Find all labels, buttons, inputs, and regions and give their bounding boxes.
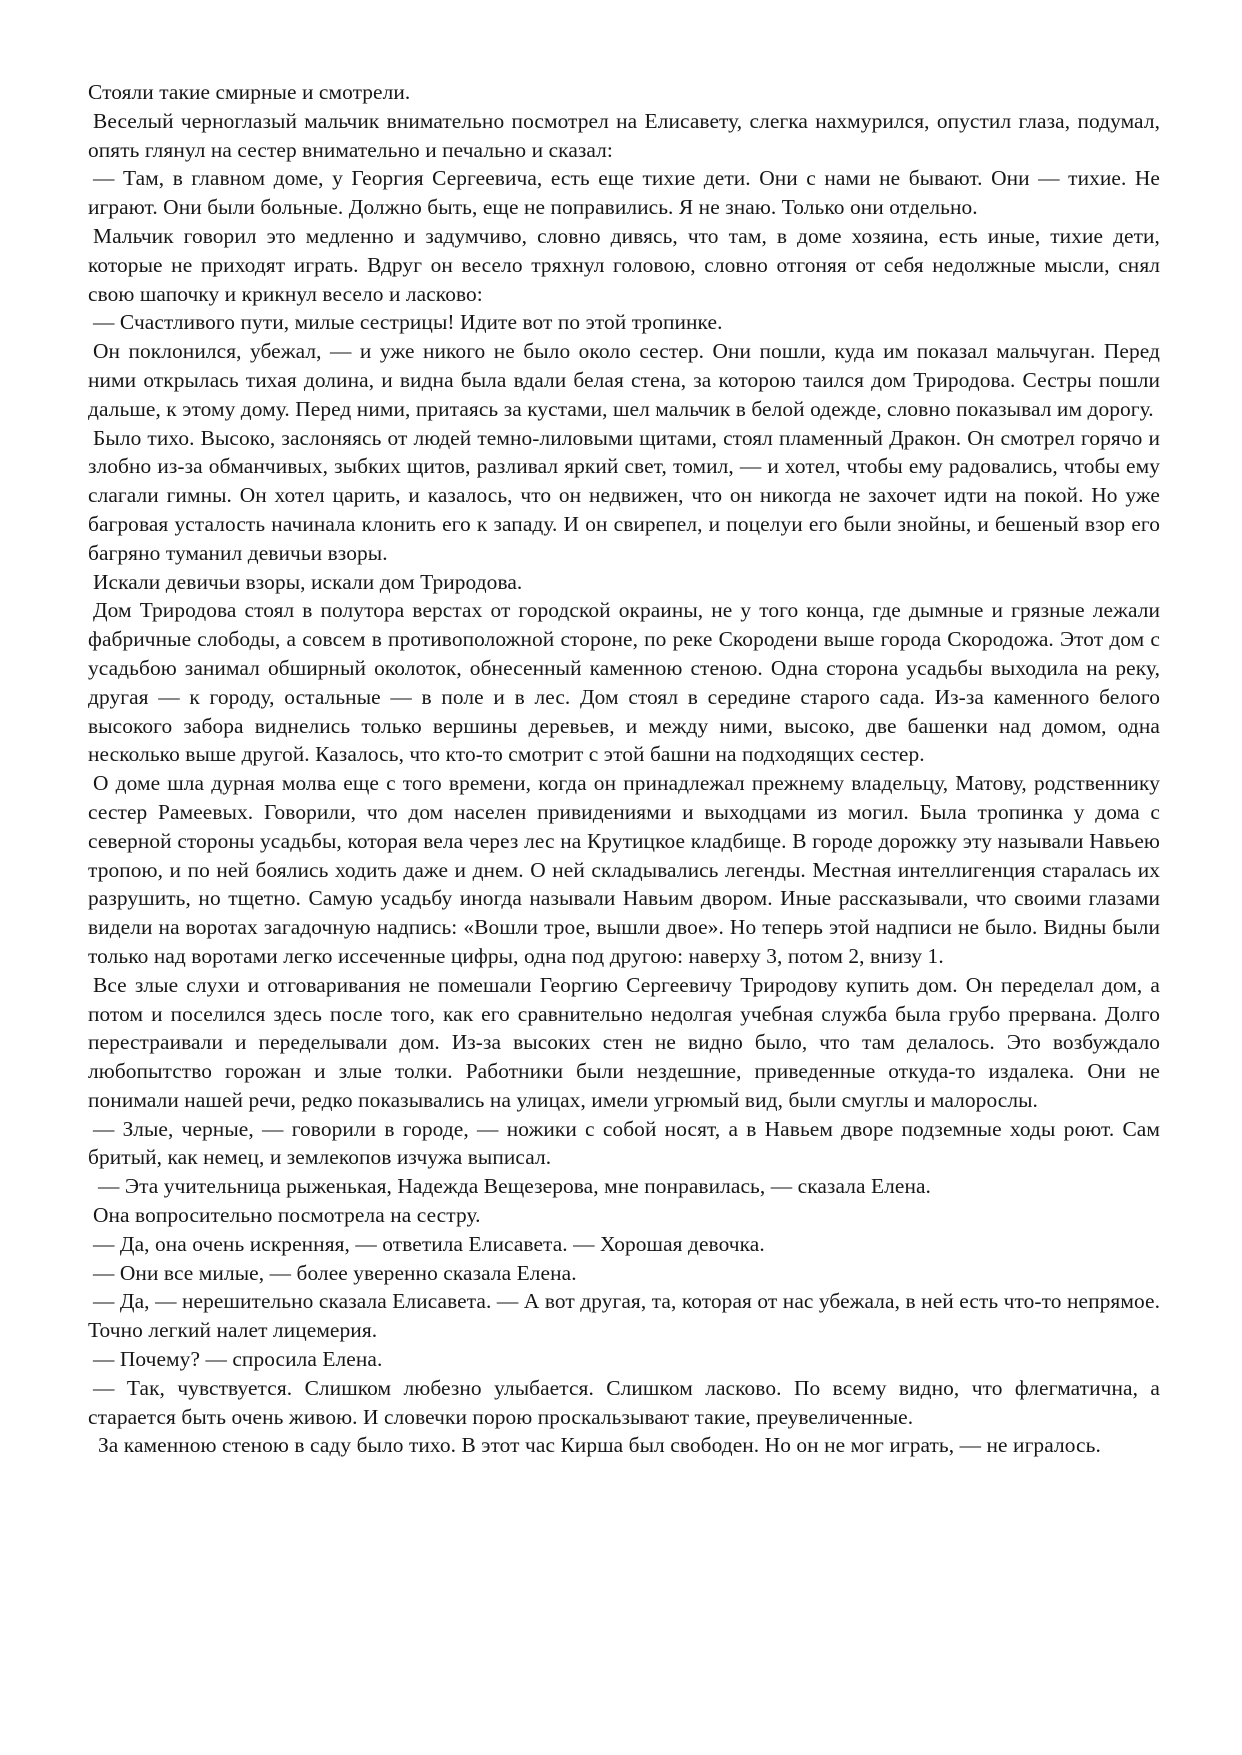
paragraph: Он поклонился, убежал, — и уже никого не было около сестер. Они пошли, куда им показал мальчуган. Перед ними открылась тихая долина, и видна была вдали белая стена, за которою таился дом Триродова. Сестры пошли дальше, к этому дому. Перед ними, притаясь за кустами, шел мальчик в белой одежде, словно показывал им дорогу. [88, 339, 1160, 421]
paragraph: Было тихо. Высоко, заслоняясь от людей темно-лиловыми щитами, стоял пламенный Дракон. Он смотрел горячо и злобно из-за обманчивых, зыбких щитов, разливал яркий свет, томил, — и хотел, чтобы ему радовались, чтобы ему слагали гимны. Он хотел царить, и казалось, что он недвижен, что он никогда не захочет идти на покой. Но уже багровая усталость начинала клонить его к западу. И он свирепел, и поцелуи его были знойны, и бешеный взор его багряно туманил девичьи взоры. [88, 425, 1160, 565]
paragraph: — Да, — нерешительно сказала Елисавета. — А вот другая, та, которая от нас убежала, в ней есть что-то непрямое. Точно легкий налет лицемерия. [88, 1289, 1160, 1343]
document-page [88, 78, 1160, 1460]
paragraph: — Там, в главном доме, у Георгия Сергеевича, есть еще тихие дети. Они с нами не бывают. Они — тихие. Не играют. Они были больные. Должно быть, еще не поправились. Я не знаю. Только они отдельно. [88, 166, 1160, 220]
paragraph: Искали девичьи взоры, искали дом Триродова. [93, 569, 523, 594]
paragraph: Веселый черноглазый мальчик внимательно посмотрел на Елисавету, слегка нахмурился, опустил глаза, подумал, опять глянул на сестер внимательно и печально и сказал: [88, 108, 1160, 162]
paragraph: — Они все милые, — более уверенно сказала Елена. [93, 1260, 577, 1285]
paragraph: За каменною стеною в саду было тихо. В этот час Кирша был свободен. Но он не мог играть, — не игралось. [98, 1433, 1101, 1458]
paragraph: — Эта учительница рыженькая, Надежда Вещезерова, мне понравилась, — сказала Елена. [98, 1174, 931, 1199]
paragraph: О доме шла дурная молва еще с того времени, когда он принадлежал прежнему владельцу, Матову, родственнику сестер Рамеевых. Говорили, что дом населен привидениями и выходцами из могил. Была тропинка у дома с северной стороны усадьбы, которая вела через лес на Крутицкое кладбище. В городе дорожку эту называли Навьею тропою, и по ней боялись ходить даже и днем. О ней складывались легенды. Местная интеллигенция старалась их разрушить, но тщетно. Самую усадьбу иногда называли Навьим двором. Иные рассказывали, что своими глазами видели на воротах загадочную надпись: «Вошли трое, вышли двое». Но теперь этой надписи не было. Видны были только над воротами легко иссеченные цифры, одна под другою: наверху 3, потом 2, внизу 1. [88, 771, 1160, 968]
paragraph: Она вопросительно посмотрела на сестру. [93, 1203, 481, 1228]
paragraph: — Да, она очень искренняя, — ответила Елисавета. — Хорошая девочка. [93, 1231, 765, 1256]
paragraph: — Почему? — спросила Елена. [93, 1347, 383, 1372]
paragraph: Стояли такие смирные и смотрели. [88, 80, 411, 104]
paragraph: — Злые, черные, — говорили в городе, — ножики с собой носят, а в Навьем дворе подземные ходы роют. Сам бритый, как немец, и землекопов изчужа выписал. [88, 1116, 1160, 1170]
paragraph: Мальчик говорил это медленно и задумчиво, словно дивясь, что там, в доме хозяина, есть иные, тихие дети, которые не приходят играть. Вдруг он весело тряхнул головою, словно отгоняя от себя недолжные мысли, снял свою шапочку и крикнул весело и ласково: [88, 223, 1160, 306]
paragraph: Все злые слухи и отговаривания не помешали Георгию Сергеевичу Триродову купить дом. Он переделал дом, а потом и поселился здесь после того, как его сравнительно недолгая учебная служба была грубо прервана. Долго перестраивали и переделывали дом. Из-за высоких стен не видно было, что там делалось. Это возбуждало любопытство горожан и злые толки. Работники были нездешние, приведенные откуда-то издалека. Они не понимали нашей речи, редко показывались на улицах, имели угрюмый вид, были смуглы и малорослы. [88, 972, 1160, 1112]
paragraph: — Счастливого пути, милые сестрицы! Идите вот по этой тропинке. [93, 310, 723, 335]
paragraph: — Так, чувствуется. Слишком любезно улыбается. Слишком ласково. По всему видно, что флегматична, а старается быть очень живою. И словечки порою проскальзывают такие, преувеличенные. [88, 1375, 1160, 1429]
paragraph: Дом Триродова стоял в полутора верстах от городской окраины, не у того конца, где дымные и грязные лежали фабричные слободы, а совсем в противоположной стороне, по реке Скородени выше города Скородожа. Этот дом с усадьбою занимал обширный околоток, обнесенный каменною стеною. Одна сторона усадьбы выходила на реку, другая — к городу, остальные — в поле и в лес. Дом стоял в середине старого сада. Из-за каменного белого высокого забора виднелись только вершины деревьев, и между ними, высоко, две башенки над домом, одна несколько выше другой. Казалось, что кто-то смотрит с этой башни на подходящих сестер. [88, 598, 1160, 767]
